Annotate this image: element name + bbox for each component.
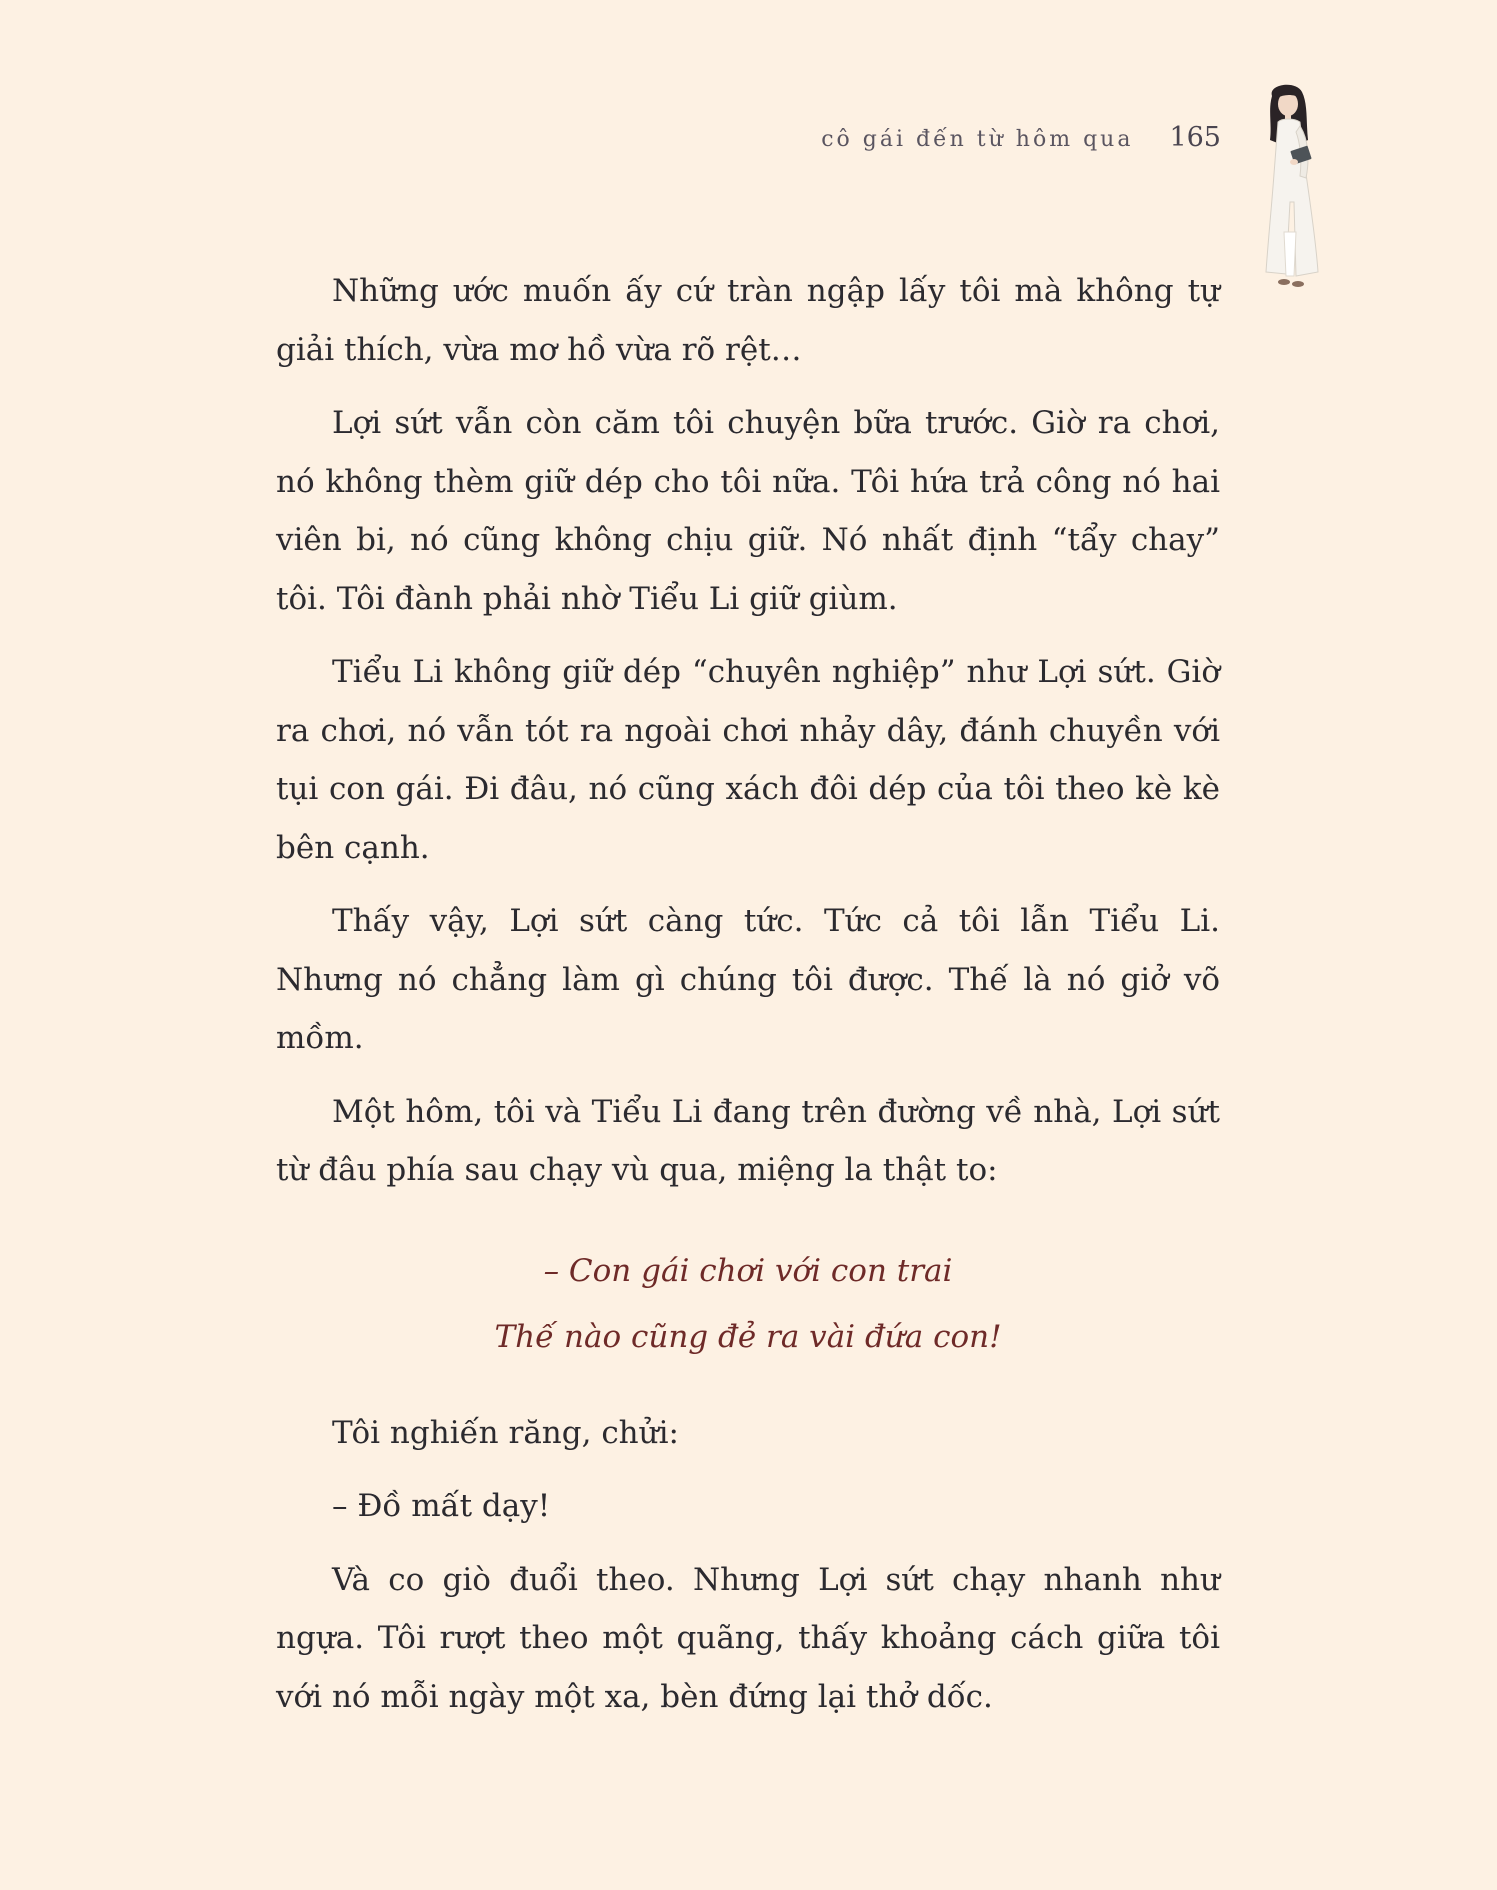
verse — [276, 1238, 1220, 1370]
paragraph: Tiểu Li không giữ dép “chuyên nghiệp” như Lợi sứt. Giờ ra chơi, nó vẫn tót ra ngoài chơi nhảy dây, đánh chuyền với tụi con gái. Đi đâu, nó cũng xách đôi dép của tôi theo kè kè bên cạnh. — [276, 654, 1220, 866]
verse-line: – Con gái chơi với con trai — [543, 1252, 953, 1289]
paragraph: Thấy vậy, Lợi sứt càng tức. Tức cả tôi lẫn Tiểu Li. Nhưng nó chẳng làm gì chúng tôi được. Thế là nó giở võ mồm. — [276, 903, 1220, 1056]
paragraph: Những ước muốn ấy cứ tràn ngập lấy tôi mà không tự giải thích, vừa mơ hồ vừa rõ rệt… — [276, 273, 1220, 368]
body-text — [276, 262, 1220, 1741]
running-title: cô gái đến từ hôm qua — [821, 127, 1134, 152]
verse-line: Thế nào cũng đẻ ra vài đứa con! — [494, 1318, 1002, 1355]
girl-in-ao-dai-icon — [1250, 82, 1330, 292]
running-head — [821, 122, 1221, 153]
paragraph: Lợi sứt vẫn còn căm tôi chuyện bữa trước. Giờ ra chơi, nó không thèm giữ dép cho tôi nữa. Tôi hứa trả công nó hai viên bi, nó cũng không chịu giữ. Nó nhất định “tẩy chay” tôi. Tôi đành phải nhờ Tiểu Li giữ giùm. — [276, 405, 1220, 617]
paragraph: Một hôm, tôi và Tiểu Li đang trên đường về nhà, Lợi sứt từ đâu phía sau chạy vù qua, miệng la thật to: — [276, 1093, 1220, 1188]
paragraph: Tôi nghiến răng, chửi: — [332, 1414, 679, 1451]
page-number: 165 — [1169, 122, 1221, 153]
paragraph: Và co giò đuổi theo. Nhưng Lợi sứt chạy nhanh như ngựa. Tôi rượt theo một quãng, thấy khoảng cách giữa tôi với nó mỗi ngày một xa, bèn đứng lại thở dốc. — [276, 1561, 1220, 1715]
paragraph: – Đồ mất dạy! — [332, 1488, 551, 1524]
